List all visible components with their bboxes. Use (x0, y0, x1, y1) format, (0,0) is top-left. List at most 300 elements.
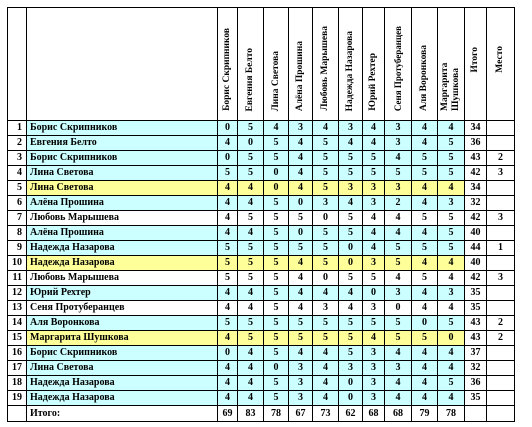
score-cell: 5 (313, 331, 339, 346)
score-cell: 5 (385, 316, 412, 331)
score-cell: 5 (218, 256, 238, 271)
row-number: 10 (8, 256, 27, 271)
score-cell: 5 (339, 331, 363, 346)
row-number: 6 (8, 196, 27, 211)
row-total: 34 (465, 121, 487, 136)
score-cell: 3 (289, 391, 313, 406)
score-cell: 4 (385, 391, 412, 406)
row-number: 8 (8, 226, 27, 241)
score-cell: 4 (385, 376, 412, 391)
row-number: 13 (8, 301, 27, 316)
score-cell: 5 (238, 271, 264, 286)
score-cell: 4 (313, 391, 339, 406)
table-row (8, 376, 515, 391)
score-cell: 5 (313, 316, 339, 331)
score-cell: 4 (339, 301, 363, 316)
score-cell: 4 (289, 151, 313, 166)
score-cell: 4 (238, 226, 264, 241)
score-cell: 5 (363, 316, 385, 331)
score-cell: 3 (385, 361, 412, 376)
row-place (487, 391, 515, 406)
totals-row (8, 406, 515, 422)
judge-header: Борис Скрипников (218, 8, 238, 121)
row-number: 17 (8, 361, 27, 376)
score-cell: 4 (218, 211, 238, 226)
score-cell: 0 (289, 196, 313, 211)
score-cell: 4 (438, 391, 465, 406)
score-cell: 0 (264, 181, 289, 196)
score-cell: 5 (385, 166, 412, 181)
row-total: 35 (465, 286, 487, 301)
score-cell: 5 (438, 151, 465, 166)
row-number: 11 (8, 271, 27, 286)
score-cell: 0 (385, 301, 412, 316)
totals-cell: 73 (313, 406, 339, 422)
table-row (8, 331, 515, 346)
row-number: 16 (8, 346, 27, 361)
participant-name: Алёна Прошина (27, 196, 218, 211)
score-cell: 4 (412, 376, 438, 391)
score-cell: 4 (385, 151, 412, 166)
participant-name: Борис Скрипников (27, 121, 218, 136)
score-cell: 4 (339, 196, 363, 211)
score-cell: 4 (238, 361, 264, 376)
table-row (8, 241, 515, 256)
participant-name: Юрий Рехтер (27, 286, 218, 301)
score-cell: 4 (412, 286, 438, 301)
row-number: 19 (8, 391, 27, 406)
score-cell: 3 (289, 376, 313, 391)
score-cell: 4 (339, 286, 363, 301)
score-cell: 5 (339, 346, 363, 361)
score-cell: 5 (289, 241, 313, 256)
participant-name: Лина Светова (27, 166, 218, 181)
score-cell: 5 (412, 241, 438, 256)
participant-name: Надежда Назарова (27, 391, 218, 406)
score-cell: 3 (289, 361, 313, 376)
score-cell: 5 (238, 316, 264, 331)
score-cell: 5 (363, 271, 385, 286)
participant-name: Лина Светова (27, 181, 218, 196)
score-cell: 5 (313, 166, 339, 181)
row-number: 12 (8, 286, 27, 301)
score-cell: 5 (313, 136, 339, 151)
score-cell: 5 (264, 391, 289, 406)
score-cell: 5 (218, 316, 238, 331)
score-cell: 5 (264, 286, 289, 301)
judge-header: Сеня Протуберанцев (385, 8, 412, 121)
score-cell: 0 (339, 241, 363, 256)
table-row (8, 271, 515, 286)
results-spreadsheet (7, 7, 515, 422)
row-number: 1 (8, 121, 27, 136)
score-cell: 4 (438, 121, 465, 136)
score-cell: 4 (363, 211, 385, 226)
score-cell: 5 (313, 151, 339, 166)
judge-header: Любовь Марышева (313, 8, 339, 121)
table-row (8, 316, 515, 331)
score-cell: 5 (264, 301, 289, 316)
score-cell: 0 (264, 361, 289, 376)
score-cell: 5 (438, 136, 465, 151)
row-place: 2 (487, 331, 515, 346)
score-cell: 5 (313, 256, 339, 271)
header-name-cell (27, 8, 218, 121)
totals-cell: 78 (438, 406, 465, 422)
participant-name: Борис Скрипников (27, 346, 218, 361)
score-cell: 4 (289, 301, 313, 316)
score-cell: 4 (218, 376, 238, 391)
row-total: 36 (465, 376, 487, 391)
score-cell: 5 (218, 166, 238, 181)
row-place: 2 (487, 151, 515, 166)
row-place (487, 361, 515, 376)
row-place: 1 (487, 241, 515, 256)
score-cell: 5 (238, 331, 264, 346)
participant-name: Аля Воронкова (27, 316, 218, 331)
score-cell: 3 (339, 121, 363, 136)
score-cell: 4 (289, 346, 313, 361)
score-cell: 4 (412, 301, 438, 316)
score-cell: 5 (385, 241, 412, 256)
row-number: 5 (8, 181, 27, 196)
table-row (8, 256, 515, 271)
participant-name: Борис Скрипников (27, 151, 218, 166)
score-cell: 5 (339, 211, 363, 226)
row-total: 34 (465, 181, 487, 196)
row-total: 35 (465, 391, 487, 406)
row-total: 32 (465, 196, 487, 211)
score-cell: 4 (264, 121, 289, 136)
table-row (8, 166, 515, 181)
score-cell: 0 (313, 211, 339, 226)
score-cell: 4 (412, 121, 438, 136)
score-cell: 4 (289, 271, 313, 286)
score-cell: 3 (339, 181, 363, 196)
participant-name: Алёна Прошина (27, 226, 218, 241)
score-cell: 4 (412, 256, 438, 271)
score-cell: 4 (412, 391, 438, 406)
score-cell: 4 (339, 136, 363, 151)
row-number: 15 (8, 331, 27, 346)
row-total: 43 (465, 316, 487, 331)
score-cell: 5 (289, 316, 313, 331)
score-cell: 4 (238, 346, 264, 361)
participant-name: Лина Светова (27, 361, 218, 376)
score-cell: 5 (264, 151, 289, 166)
score-cell: 4 (218, 226, 238, 241)
table-row (8, 301, 515, 316)
score-cell: 5 (313, 226, 339, 241)
score-cell: 3 (363, 301, 385, 316)
score-cell: 5 (339, 151, 363, 166)
score-cell: 4 (438, 301, 465, 316)
score-cell: 0 (339, 391, 363, 406)
participant-name: Любовь Марышева (27, 211, 218, 226)
row-total: 40 (465, 226, 487, 241)
score-cell: 5 (313, 181, 339, 196)
totals-cell: 67 (289, 406, 313, 422)
score-cell: 3 (339, 361, 363, 376)
score-cell: 4 (412, 136, 438, 151)
participant-name: Любовь Марышева (27, 271, 218, 286)
participant-name: Надежда Назарова (27, 256, 218, 271)
score-cell: 5 (339, 316, 363, 331)
score-cell: 5 (238, 211, 264, 226)
row-place (487, 181, 515, 196)
score-cell: 3 (313, 301, 339, 316)
row-number: 7 (8, 211, 27, 226)
score-cell: 5 (238, 151, 264, 166)
score-cell: 4 (438, 271, 465, 286)
row-place: 3 (487, 271, 515, 286)
score-cell: 4 (218, 301, 238, 316)
score-cell: 0 (339, 256, 363, 271)
score-cell: 4 (289, 256, 313, 271)
score-cell: 4 (313, 376, 339, 391)
score-cell: 4 (313, 361, 339, 376)
row-place (487, 346, 515, 361)
row-total: 42 (465, 211, 487, 226)
score-cell: 5 (238, 241, 264, 256)
score-cell: 4 (412, 361, 438, 376)
score-cell: 5 (438, 241, 465, 256)
score-cell: 3 (385, 121, 412, 136)
table-row (8, 211, 515, 226)
totals-empty-cell (487, 406, 515, 422)
score-cell: 4 (238, 376, 264, 391)
row-number: 9 (8, 241, 27, 256)
score-cell: 5 (412, 166, 438, 181)
score-cell: 3 (385, 286, 412, 301)
score-cell: 5 (218, 271, 238, 286)
row-number: 14 (8, 316, 27, 331)
judge-header: Алёна Прошина (289, 8, 313, 121)
row-place (487, 196, 515, 211)
score-cell: 3 (438, 196, 465, 211)
score-cell: 3 (363, 346, 385, 361)
row-total: 44 (465, 241, 487, 256)
row-number: 2 (8, 136, 27, 151)
score-cell: 5 (264, 331, 289, 346)
score-cell: 4 (218, 331, 238, 346)
row-place (487, 301, 515, 316)
score-cell: 0 (218, 121, 238, 136)
score-cell: 5 (339, 271, 363, 286)
header-row (8, 8, 515, 121)
score-cell: 4 (412, 181, 438, 196)
score-cell: 5 (264, 376, 289, 391)
score-cell: 5 (438, 316, 465, 331)
score-cell: 5 (412, 151, 438, 166)
totals-label: Итого: (27, 406, 218, 422)
score-cell: 3 (385, 136, 412, 151)
row-total: 35 (465, 301, 487, 316)
score-cell: 5 (264, 211, 289, 226)
table-row (8, 226, 515, 241)
score-cell: 4 (218, 391, 238, 406)
score-cell: 5 (412, 211, 438, 226)
score-cell: 3 (289, 121, 313, 136)
row-place (487, 121, 515, 136)
table-row (8, 196, 515, 211)
totals-cell: 78 (264, 406, 289, 422)
judge-header: Маргарита Шушкова (438, 8, 465, 121)
table-row (8, 391, 515, 406)
score-cell: 5 (412, 271, 438, 286)
participant-name: Надежда Назарова (27, 376, 218, 391)
score-cell: 3 (363, 361, 385, 376)
score-cell: 5 (264, 316, 289, 331)
judge-header: Евгения Белто (238, 8, 264, 121)
score-cell: 5 (264, 196, 289, 211)
score-cell: 4 (218, 136, 238, 151)
score-cell: 4 (289, 166, 313, 181)
score-cell: 4 (289, 181, 313, 196)
total-header: Итого (465, 8, 487, 121)
judge-header: Аля Воронкова (412, 8, 438, 121)
totals-cell: 68 (363, 406, 385, 422)
table-row (8, 346, 515, 361)
score-cell: 0 (438, 331, 465, 346)
row-total: 37 (465, 346, 487, 361)
score-cell: 5 (264, 136, 289, 151)
score-cell: 0 (264, 166, 289, 181)
score-cell: 0 (238, 136, 264, 151)
score-cell: 5 (264, 241, 289, 256)
score-cell: 5 (238, 166, 264, 181)
score-cell: 4 (363, 331, 385, 346)
score-cell: 5 (289, 211, 313, 226)
score-cell: 4 (238, 286, 264, 301)
table-row (8, 136, 515, 151)
score-cell: 3 (313, 196, 339, 211)
score-cell: 5 (313, 241, 339, 256)
score-cell: 5 (264, 226, 289, 241)
row-number: 18 (8, 376, 27, 391)
totals-cell: 79 (412, 406, 438, 422)
score-cell: 0 (289, 226, 313, 241)
score-cell: 5 (339, 226, 363, 241)
score-cell: 4 (289, 286, 313, 301)
row-place (487, 286, 515, 301)
score-cell: 5 (218, 241, 238, 256)
score-cell: 5 (363, 151, 385, 166)
score-cell: 3 (363, 181, 385, 196)
row-total: 42 (465, 166, 487, 181)
score-cell: 4 (289, 136, 313, 151)
score-cell: 5 (289, 331, 313, 346)
score-cell: 4 (363, 136, 385, 151)
score-cell: 3 (438, 286, 465, 301)
score-cell: 5 (438, 166, 465, 181)
score-cell: 4 (412, 346, 438, 361)
score-cell: 4 (438, 346, 465, 361)
score-cell: 5 (264, 256, 289, 271)
totals-empty-cell (465, 406, 487, 422)
header-num-cell (8, 8, 27, 121)
score-cell: 5 (339, 166, 363, 181)
score-cell: 5 (385, 331, 412, 346)
totals-cell: 68 (385, 406, 412, 422)
score-cell: 5 (385, 256, 412, 271)
scores-table (7, 7, 515, 422)
score-cell: 0 (313, 271, 339, 286)
row-place: 2 (487, 316, 515, 331)
score-cell: 5 (238, 256, 264, 271)
score-cell: 4 (438, 181, 465, 196)
participant-name: Надежда Назарова (27, 241, 218, 256)
row-total: 32 (465, 361, 487, 376)
score-cell: 4 (238, 196, 264, 211)
row-place: 3 (487, 166, 515, 181)
score-cell: 3 (363, 196, 385, 211)
score-cell: 4 (438, 361, 465, 376)
score-cell: 5 (238, 121, 264, 136)
totals-cell: 83 (238, 406, 264, 422)
score-cell: 4 (363, 226, 385, 241)
score-cell: 4 (313, 346, 339, 361)
score-cell: 2 (385, 196, 412, 211)
table-row (8, 151, 515, 166)
table-row (8, 286, 515, 301)
row-total: 43 (465, 151, 487, 166)
score-cell: 4 (412, 196, 438, 211)
participant-name: Маргарита Шушкова (27, 331, 218, 346)
row-place (487, 226, 515, 241)
score-cell: 5 (412, 331, 438, 346)
judge-header: Юрий Рехтер (363, 8, 385, 121)
row-total: 43 (465, 331, 487, 346)
totals-cell: 69 (218, 406, 238, 422)
score-cell: 5 (264, 271, 289, 286)
totals-num-cell (8, 406, 27, 422)
score-cell: 3 (363, 376, 385, 391)
score-cell: 4 (218, 181, 238, 196)
score-cell: 4 (218, 286, 238, 301)
score-cell: 5 (438, 211, 465, 226)
row-number: 4 (8, 166, 27, 181)
score-cell: 3 (363, 256, 385, 271)
score-cell: 4 (385, 271, 412, 286)
score-cell: 5 (363, 166, 385, 181)
row-place (487, 136, 515, 151)
row-total: 36 (465, 136, 487, 151)
score-cell: 4 (363, 121, 385, 136)
judge-header: Надежда Назарова (339, 8, 363, 121)
score-cell: 3 (385, 181, 412, 196)
score-cell: 4 (313, 286, 339, 301)
row-place (487, 256, 515, 271)
table-row (8, 361, 515, 376)
row-place (487, 376, 515, 391)
score-cell: 0 (218, 151, 238, 166)
score-cell: 5 (264, 346, 289, 361)
score-cell: 0 (412, 316, 438, 331)
score-cell: 0 (218, 346, 238, 361)
score-cell: 4 (363, 241, 385, 256)
judge-header: Лина Светова (264, 8, 289, 121)
score-cell: 4 (438, 256, 465, 271)
place-header: Место (487, 8, 515, 121)
row-place: 3 (487, 211, 515, 226)
score-cell: 4 (238, 181, 264, 196)
score-cell: 4 (385, 226, 412, 241)
score-cell: 0 (339, 376, 363, 391)
row-number: 3 (8, 151, 27, 166)
table-row (8, 121, 515, 136)
participant-name: Евгения Белто (27, 136, 218, 151)
